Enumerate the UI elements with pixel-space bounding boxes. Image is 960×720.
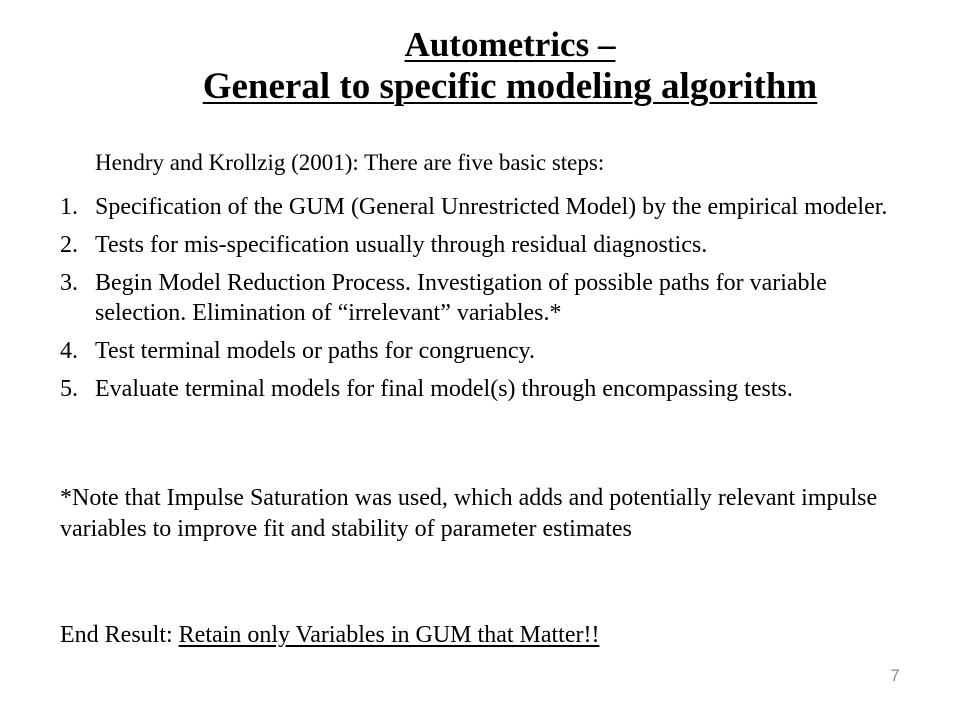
slide-title [150,24,870,108]
step-item [60,336,900,366]
title-line-1: Autometrics – [404,25,616,64]
end-result-label: End Result: [60,622,179,648]
step-number: 2. [60,232,78,258]
step-item [60,230,900,260]
title-line-2: General to specific modeling algorithm [202,66,818,107]
step-text: Specification of the GUM (General Unrestricted Model) by the empirical modeler. [95,194,888,220]
page-number: 7 [890,666,900,685]
step-text: Begin Model Reduction Process. Investigation of possible paths for variable selection. Elimination of “irrelevant” variables.* [95,270,827,326]
step-item [60,192,900,222]
step-item [60,374,900,404]
steps-list [60,192,900,412]
step-number: 5. [60,376,78,402]
end-result-emphasis: Retain only Variables in GUM that Matter!! [178,622,600,648]
footnote-text: *Note that Impulse Saturation was used, which adds and potentially relevant impulse variables to improve fit and stability of parameter estimates [60,485,878,542]
step-item [60,268,900,328]
step-text: Test terminal models or paths for congruency. [95,338,535,364]
step-number: 1. [60,194,78,220]
step-number: 3. [60,270,78,296]
step-text: Evaluate terminal models for final model(s) through encompassing tests. [95,376,793,402]
step-number: 4. [60,338,78,364]
step-text: Tests for mis-specification usually through residual diagnostics. [95,232,708,258]
end-result [60,619,599,651]
intro-text: Hendry and Krollzig (2001): There are five basic steps: [95,150,605,175]
